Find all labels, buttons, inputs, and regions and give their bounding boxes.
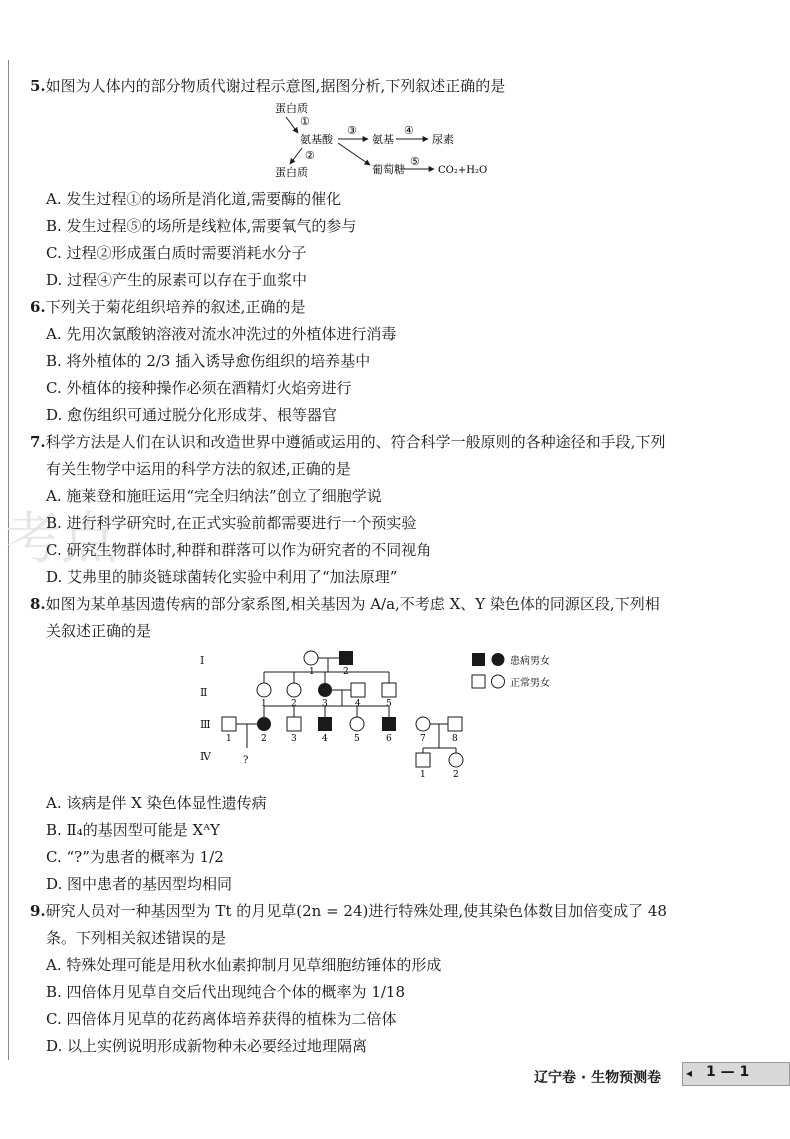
page-number: 1 — 1: [706, 1064, 750, 1080]
III4-affected-male: [318, 717, 332, 731]
gen-label-3: Ⅲ: [200, 718, 211, 731]
q5-number: 5.: [30, 77, 46, 95]
q6-stem-line: [30, 297, 305, 317]
III3-number: 3: [291, 734, 297, 744]
IV2-number: 2: [453, 770, 459, 780]
III5-number: 5: [354, 734, 360, 744]
III7-number: 7: [420, 734, 426, 744]
footer-title: 辽宁卷 · 生物预测卷: [534, 1070, 662, 1086]
q9-option-d: D. 以上实例说明形成新物种未必要经过地理隔离: [46, 1037, 368, 1055]
glucose-label: 葡萄糖: [372, 163, 405, 176]
arrow-to-glucose: [338, 143, 370, 165]
step2-label: ②: [305, 149, 315, 162]
legend-affected-label: 患病男女: [510, 656, 550, 667]
legend-affected-male: [472, 653, 485, 666]
q6-option-d: D. 愈伤组织可通过脱分化形成芽、根等器官: [46, 406, 338, 424]
step1-label: ①: [300, 115, 310, 128]
q8-option-c: C. “?”为患者的概率为 1/2: [46, 848, 224, 866]
III6-number: 6: [386, 734, 392, 744]
gen-label-4: Ⅳ: [200, 750, 211, 763]
q8-stem-line-1: [30, 594, 660, 614]
amino-acid-label: 氨基酸: [300, 133, 333, 146]
II2-number: 2: [291, 699, 297, 709]
unknown-child-mark: ?: [243, 755, 249, 766]
q9-stem-1: 研究人员对一种基因型为 Tt 的月见草(2n = 24)进行特殊处理,使其染色体数目加倍变成了 48: [45, 902, 667, 920]
III6-affected-male: [382, 717, 396, 731]
gen-label-2: Ⅱ: [200, 686, 208, 699]
q7-stem-line-1: [30, 432, 665, 452]
urea-label: 尿素: [432, 133, 454, 146]
metabolism-diagram: [0, 0, 790, 190]
q8-option-b: B. Ⅱ₄的基因型可能是 XᴬY: [46, 821, 220, 839]
q5-option-d: D. 过程④产生的尿素可以存在于血浆中: [46, 271, 308, 289]
arrow-step2: [290, 148, 302, 164]
arrow-step1: [286, 117, 298, 133]
III2-affected-female: [257, 717, 271, 731]
III1-number: 1: [226, 734, 232, 744]
protein-top-label: 蛋白质: [275, 102, 308, 115]
q5-stem: 如图为人体内的部分物质代谢过程示意图,据图分析,下列叙述正确的是: [45, 77, 506, 95]
III7-normal-female: [416, 717, 430, 731]
q7-stem-line-2: 有关生物学中运用的科学方法的叙述,正确的是: [46, 460, 351, 478]
q8-number: 8.: [30, 595, 46, 613]
q9-number: 9.: [30, 902, 46, 920]
legend-normal-female: [492, 675, 505, 688]
q6-option-b: B. 将外植体的 2/3 插入诱导愈伤组织的培养基中: [46, 352, 371, 370]
I2-number: 2: [343, 667, 349, 677]
q7-stem-1: 科学方法是人们在认识和改造世界中遵循或运用的、符合科学一般原则的各种途径和手段,下列: [45, 433, 666, 451]
II1-normal-female: [257, 683, 271, 697]
II1-number: 1: [261, 699, 267, 709]
III1-normal-male: [222, 717, 236, 731]
IV2-normal-female: [449, 753, 463, 767]
legend-normal-male: [472, 675, 485, 688]
IV1-normal-male: [416, 753, 430, 767]
IV1-number: 1: [420, 770, 426, 780]
q8-option-d: D. 图中患者的基因型均相同: [46, 875, 233, 893]
III5-normal-female: [350, 717, 364, 731]
q9-stem-line-2: 条。下列相关叙述错误的是: [46, 929, 227, 947]
q9-option-b: B. 四倍体月见草自交后代出现纯合个体的概率为 1/18: [46, 983, 406, 1001]
q6-option-c: C. 外植体的接种操作必须在酒精灯火焰旁进行: [46, 379, 352, 397]
I1-normal-female: [304, 651, 318, 665]
q9-option-c: C. 四倍体月见草的花药离体培养获得的植株为二倍体: [46, 1010, 397, 1028]
III4-number: 4: [322, 734, 328, 744]
q7-option-a: A. 施莱登和施旺运用“完全归纳法”创立了细胞学说: [46, 487, 382, 505]
I1-number: 1: [309, 667, 315, 677]
I2-affected-male: [339, 651, 353, 665]
step3-label: ③: [347, 124, 357, 137]
q9-stem-line-1: [30, 901, 667, 921]
step5-label: ⑤: [410, 155, 420, 168]
step4-label: ④: [404, 124, 414, 137]
legend-affected-female: [492, 653, 505, 666]
q7-option-d: D. 艾弗里的肺炎链球菌转化实验中利用了“加法原理”: [46, 568, 398, 586]
amino-label: 氨基: [372, 133, 394, 146]
III3-normal-male: [287, 717, 301, 731]
q7-option-b: B. 进行科学研究时,在正式实验前都需要进行一个预实验: [46, 514, 417, 532]
q5-option-c: C. 过程②形成蛋白质时需要消耗水分子: [46, 244, 307, 262]
II3-affected-female: [318, 683, 332, 697]
products-label: CO₂+H₂O: [438, 165, 488, 176]
II5-normal-male: [382, 683, 396, 697]
q9-option-a: A. 特殊处理可能是用秋水仙素抑制月见草细胞纺锤体的形成: [46, 956, 442, 974]
III8-number: 8: [452, 734, 458, 744]
II3-number: 3: [322, 699, 328, 709]
q7-option-c: C. 研究生物群体时,种群和群落可以作为研究者的不同视角: [46, 541, 432, 559]
q6-stem: 下列关于菊花组织培养的叙述,正确的是: [45, 298, 306, 316]
pedigree-chart: [0, 640, 790, 790]
protein-bottom-label: 蛋白质: [275, 166, 308, 179]
II5-number: 5: [386, 699, 392, 709]
q5-option-b: B. 发生过程⑤的场所是线粒体,需要氧气的参与: [46, 217, 357, 235]
q6-option-a: A. 先用次氯酸钠溶液对流水冲洗过的外植体进行消毒: [46, 325, 397, 343]
gen-label-1: Ⅰ: [200, 654, 205, 667]
q8-option-a: A. 该病是伴 X 染色体显性遗传病: [46, 794, 267, 812]
II4-normal-male: [351, 683, 365, 697]
q6-number: 6.: [30, 298, 46, 316]
q5-option-a: A. 发生过程①的场所是消化道,需要酶的催化: [46, 190, 342, 208]
III2-number: 2: [261, 734, 267, 744]
q8-stem-1: 如图为某单基因遗传病的部分家系图,相关基因为 A/a,不考虑 X、Y 染色体的同源区段,下列相: [45, 595, 660, 613]
III8-normal-male: [448, 717, 462, 731]
legend-normal-label: 正常男女: [510, 678, 550, 689]
watermark: 考点: [5, 507, 117, 572]
q7-number: 7.: [30, 433, 46, 451]
q8-stem-line-2: 关叙述正确的是: [46, 622, 152, 640]
II2-normal-female: [287, 683, 301, 697]
page-tab-icon: ◂: [686, 1066, 693, 1080]
II4-number: 4: [355, 699, 361, 709]
